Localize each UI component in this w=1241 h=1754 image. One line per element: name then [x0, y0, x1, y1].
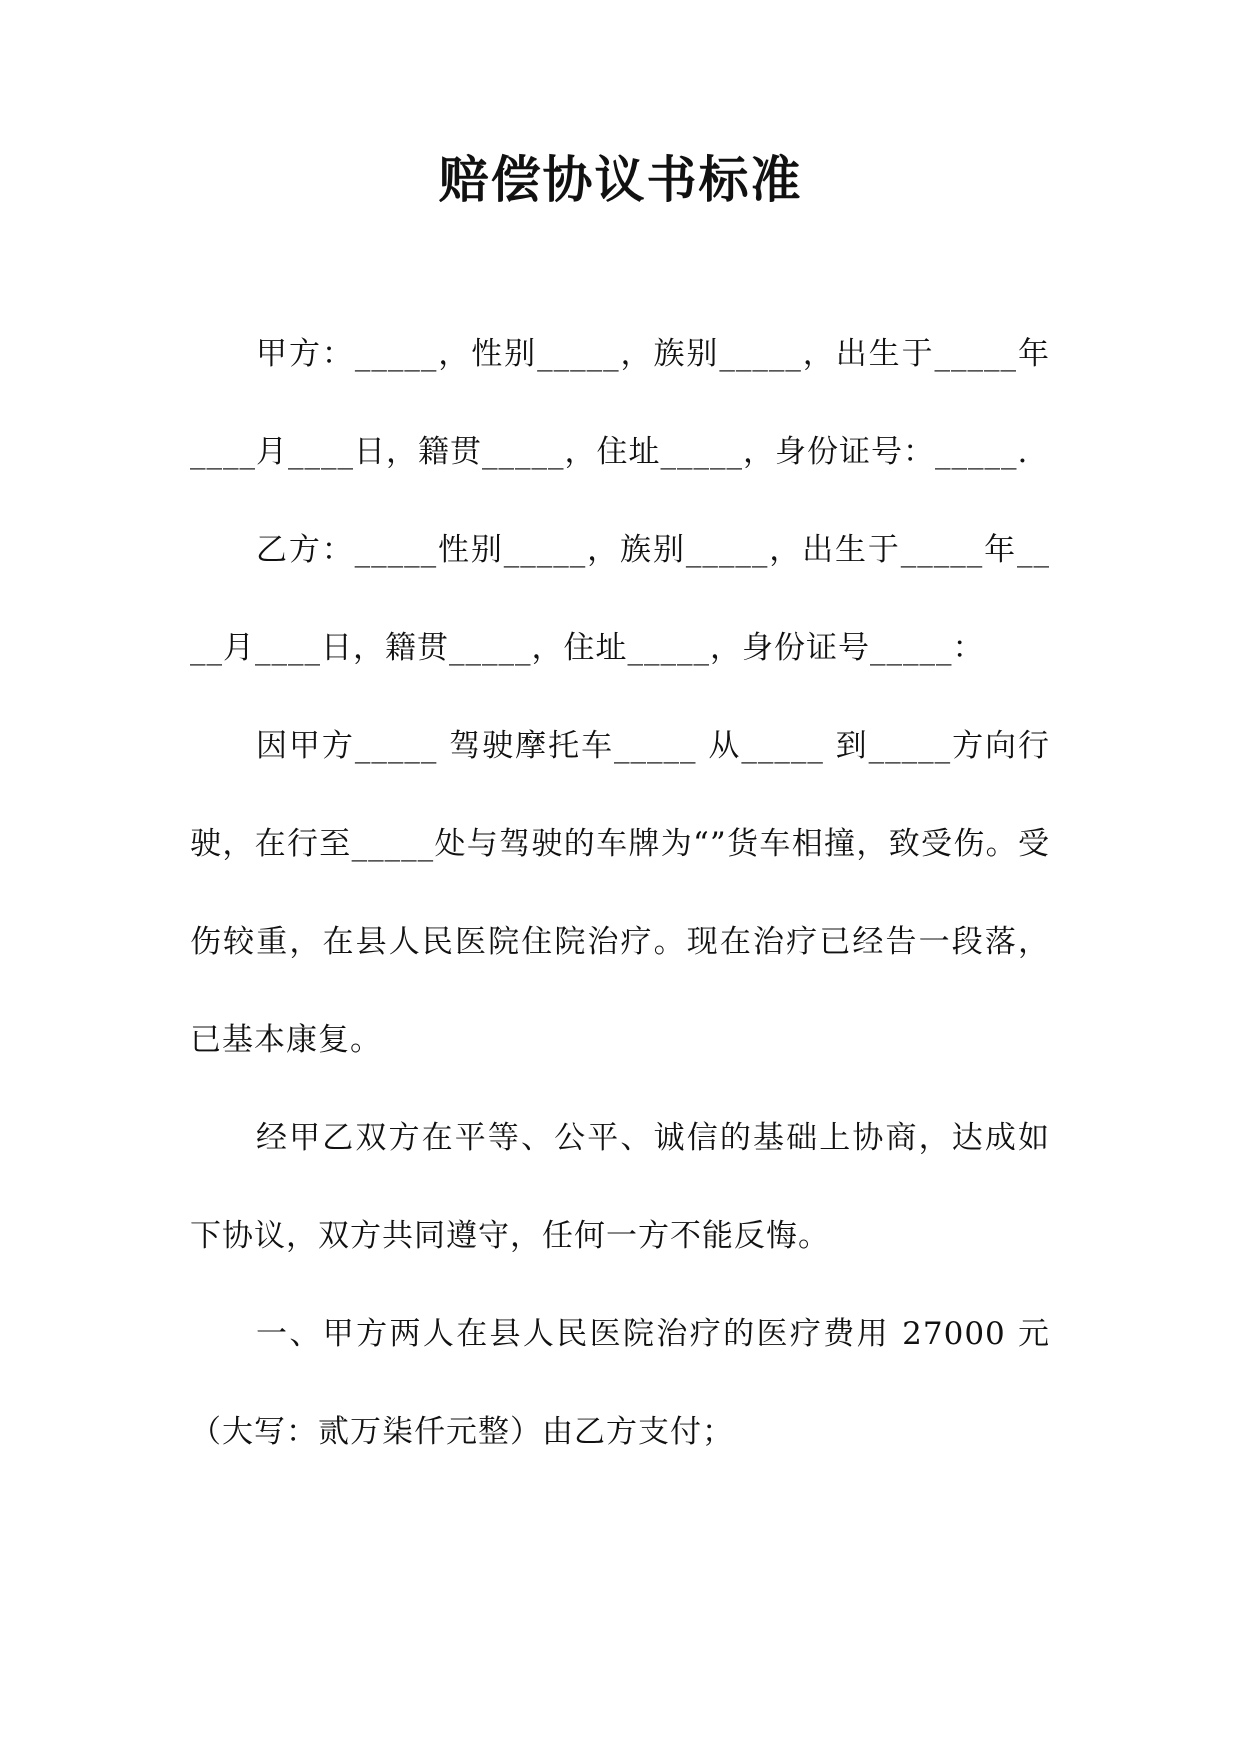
- document-body: [190, 305, 1050, 1481]
- party-a-paragraph: 甲方：_____，性别_____，族别_____，出生于_____年____月____日，籍贯_____，住址_____，身份证号：_____.: [190, 336, 1050, 470]
- agreement-intro-paragraph: 经甲乙双方在平等、公平、诚信的基础上协商，达成如下协议，双方共同遵守，任何一方不能反悔。: [190, 1120, 1050, 1254]
- document-title: 赔偿协议书标准: [438, 150, 803, 209]
- incident-paragraph: 因甲方_____ 驾驶摩托车_____ 从_____ 到_____方向行驶，在行至_____处与驾驶的车牌为“”货车相撞，致受伤。受伤较重，在县人民医院住院治疗。现在治疗已经告一段落，已基本康复。: [190, 728, 1050, 1058]
- party-b-paragraph: 乙方：_____性别_____，族别_____，出生于_____年____月____日，籍贯_____，住址_____，身份证号_____：: [190, 532, 1050, 666]
- clause-one-paragraph: 一、甲方两人在县人民医院治疗的医疗费用 27000 元（大写：贰万柒仟元整）由乙方支付；: [190, 1316, 1050, 1450]
